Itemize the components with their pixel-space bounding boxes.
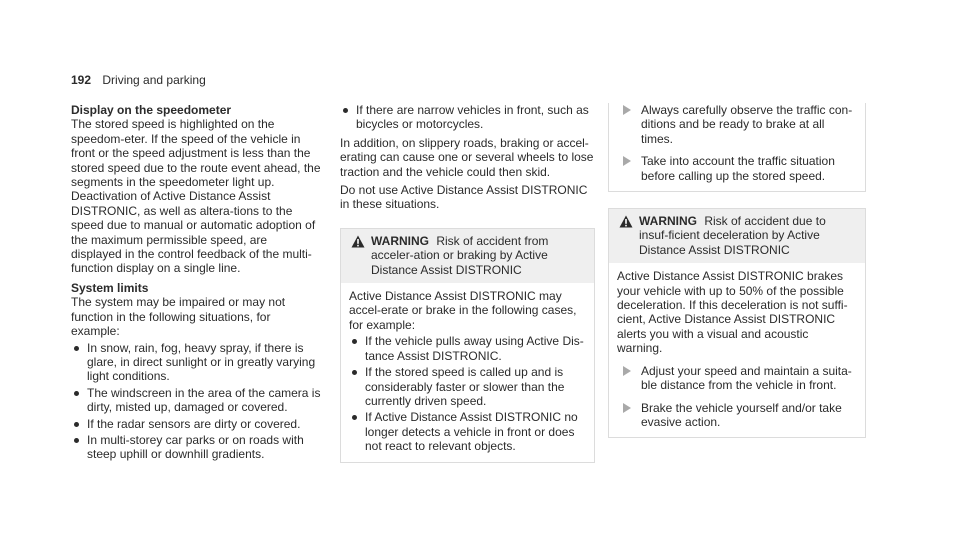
page-header — [71, 73, 206, 87]
page-number: 192 — [71, 73, 92, 87]
warning-continued-box — [608, 103, 866, 192]
warning-body — [609, 263, 865, 437]
warning-header — [609, 209, 865, 263]
list-item — [349, 334, 586, 363]
warning-box — [340, 228, 595, 463]
list-item-text: If Active Distance Assist DISTRONIC no longer detects a vehicle in front or does not react to relevant objects. — [365, 410, 578, 454]
list-item-text: In snow, rain, fog, heavy spray, if there is glare, in direct sunlight or in greatly varying light conditions. — [87, 340, 316, 384]
action-text: Brake the vehicle yourself and/or take evasive action. — [641, 400, 842, 429]
list-item — [71, 341, 321, 384]
arrow-right-icon — [623, 156, 631, 166]
limits-text: The system may be impaired or may not function in the following situations, for example: — [71, 295, 286, 339]
warning-triangle-icon — [619, 215, 633, 228]
warning-subtitle: Risk of accident due to insuf-ficient deceleration by Active Distance Assist DISTRONIC — [639, 214, 826, 257]
warning-title: WARNING — [371, 233, 429, 248]
list-item — [71, 386, 321, 415]
list-item-text: If the stored speed is called up and is considerably faster or slower than the currently driven speed. — [365, 365, 565, 408]
list-item-text: The windscreen in the area of the camera is dirty, misted up, damaged or covered. — [87, 385, 321, 415]
arrow-right-icon — [623, 403, 631, 413]
warning-text: Active Distance Assist DISTRONIC brakes your vehicle with up to 50% of the possible deceleration. If this deceleration is not suffi-cient, Active Distance Assist DISTRONIC alerts you with a visual and acoustic warning. — [617, 269, 848, 356]
action-step — [617, 401, 857, 430]
bullet-icon — [352, 339, 357, 344]
action-step — [617, 364, 857, 393]
bullet-icon — [74, 346, 79, 351]
warning-box — [608, 208, 866, 438]
warning-list — [349, 334, 586, 453]
list-item — [71, 433, 321, 462]
bullet-icon — [352, 370, 357, 375]
list-item — [71, 417, 321, 431]
limits-list-continued — [340, 103, 595, 132]
warning-subtitle: Risk of accident from acceler-ation or braking by Active Distance Assist DISTRONIC — [371, 233, 549, 277]
limits-list — [71, 341, 321, 462]
list-item — [349, 365, 586, 408]
bullet-icon — [74, 391, 79, 396]
warning-triangle-icon — [351, 235, 365, 248]
bullet-icon — [74, 438, 79, 443]
action-text: Always carefully observe the traffic con-ditions and be ready to brake at all times. — [641, 103, 853, 146]
action-step — [617, 103, 857, 146]
warning-body — [341, 283, 594, 461]
column-3 — [608, 103, 866, 438]
limits-heading: System limits — [71, 280, 149, 295]
display-text: The stored speed is highlighted on the speedom-eter. If the speed of the vehicle in front or the speed adjustment is less than the stored speed due to the route event ahead, the segments in the speedometer light up. Deactivation of Active Distance Assist DISTRONIC, as well as altera-tions to the speed due to manual or automatic adoption of the maximum permissible speed, are displayed in the control feedback of the multi-function display on a single line. — [71, 117, 321, 276]
list-item — [340, 103, 595, 132]
bullet-icon — [74, 422, 79, 427]
list-item-text: If there are narrow vehicles in front, such as bicycles or motorcycles. — [356, 103, 589, 132]
slippery-text: In addition, on slippery roads, braking or accel-erating can cause one or several wheels to lose traction and the vehicle could then skid. — [340, 135, 594, 179]
column-2 — [340, 103, 595, 463]
arrow-right-icon — [623, 105, 631, 115]
list-item — [349, 410, 586, 453]
action-step — [617, 154, 857, 183]
action-text: Adjust your speed and maintain a suita-ble distance from the vehicle in front. — [641, 363, 852, 393]
warning-intro: Active Distance Assist DISTRONIC may accel-erate or brake in the following cases, for example: — [349, 289, 577, 332]
bullet-icon — [352, 415, 357, 420]
action-text: Take into account the traffic situation before calling up the stored speed. — [641, 154, 835, 183]
warning-header — [341, 229, 594, 283]
list-item-text: If the radar sensors are dirty or covered. — [87, 416, 301, 431]
warning-title: WARNING — [639, 214, 697, 229]
column-1 — [71, 103, 321, 464]
arrow-right-icon — [623, 366, 631, 376]
bullet-icon — [343, 108, 348, 113]
do-not-use-text: Do not use Active Distance Assist DISTRONIC in these situations. — [340, 183, 588, 212]
section-title: Driving and parking — [102, 73, 206, 87]
list-item-text: If the vehicle pulls away using Active Dis-tance Assist DISTRONIC. — [365, 334, 584, 363]
display-heading: Display on the speedometer — [71, 103, 232, 117]
list-item-text: In multi-storey car parks or on roads with steep uphill or downhill gradients. — [87, 432, 304, 462]
